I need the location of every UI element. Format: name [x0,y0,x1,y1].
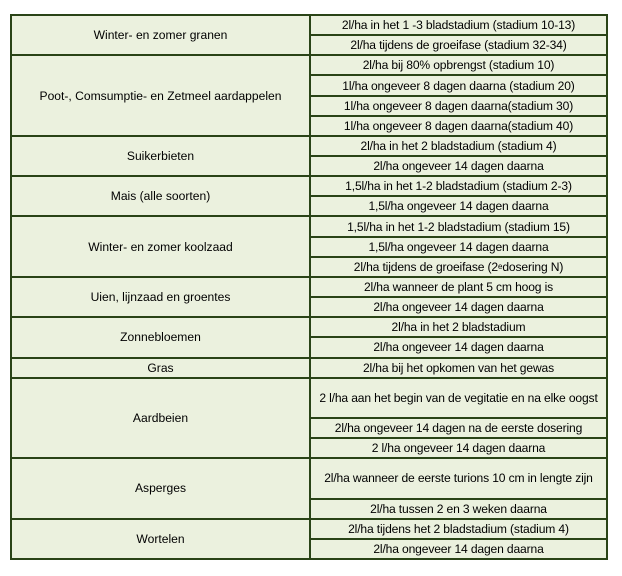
crop-cell-uien: Uien, lijnzaad en groentes [12,278,309,316]
treatment-cell: 2l/ha ongeveer 14 dagen daarna [311,298,606,316]
crop-cell-gras: Gras [12,359,309,377]
crop-cell-wortelen: Wortelen [12,520,309,558]
treatment-cell: 2l/ha ongeveer 14 dagen daarna [311,157,606,175]
dosage-table [10,14,608,560]
treatment-cell: 2l/ha wanneer de plant 5 cm hoog is [311,278,606,296]
treatment-cell: 2l/ha ongeveer 14 dagen daarna [311,338,606,356]
treatment-cell: 2l/ha tijdens de groeifase (2 e dosering N) [311,258,606,276]
treatment-cell: 2l/ha bij 80% opbrengst (stadium 10) [311,56,606,74]
treatment-text: dosering N) [502,259,564,274]
crop-cell-mais: Mais (alle soorten) [12,177,309,215]
treatment-cell: 2l/ha tijdens de groeifase (stadium 32-34) [311,36,606,54]
treatment-cell: 1l/ha ongeveer 8 dagen daarna(stadium 30) [311,97,606,115]
treatment-cell: 2l/ha in het 2 bladstadium [311,318,606,336]
crop-cell-granen: Winter- en zomer granen [12,16,309,54]
treatment-cell: 2l/ha in het 2 bladstadium (stadium 4) [311,137,606,155]
treatment-cell: 2l/ha tijdens het 2 bladstadium (stadium 4) [311,520,606,538]
treatment-cell: 2 l/ha ongeveer 14 dagen daarna [311,439,606,457]
treatment-cell: 1,5l/ha ongeveer 14 dagen daarna [311,197,606,215]
treatment-cell: 2l/ha tussen 2 en 3 weken daarna [311,500,606,518]
treatment-cell: 2l/ha ongeveer 14 dagen daarna [311,540,606,558]
treatment-text: 2l/ha tijdens de groeifase (2 [353,259,499,274]
crop-cell-aardbeien: Aardbeien [12,379,309,458]
treatment-cell: 2l/ha in het 1 -3 bladstadium (stadium 10-13) [311,16,606,34]
treatment-cell: 2 l/ha aan het begin van de vegitatie en na elke oogst [311,379,606,417]
crop-cell-koolzaad: Winter- en zomer koolzaad [12,217,309,275]
treatment-cell: 2l/ha ongeveer 14 dagen na de eerste dosering [311,419,606,437]
treatment-cell: 2l/ha bij het opkomen van het gewas [311,359,606,377]
treatment-cell: 1l/ha ongeveer 8 dagen daarna (stadium 20) [311,76,606,94]
crop-cell-zonnebloemen: Zonnebloemen [12,318,309,356]
crop-cell-asperges: Asperges [12,459,309,517]
treatment-cell: 1l/ha ongeveer 8 dagen daarna(stadium 40) [311,117,606,135]
treatment-cell: 1,5l/ha in het 1-2 bladstadium (stadium 2-3) [311,177,606,195]
crop-cell-aardappelen: Poot-, Comsumptie- en Zetmeel aardappelen [12,56,309,135]
treatment-cell: 1,5l/ha ongeveer 14 dagen daarna [311,238,606,256]
crop-cell-suikerbieten: Suikerbieten [12,137,309,175]
treatment-cell: 1,5l/ha in het 1-2 bladstadium (stadium 15) [311,217,606,235]
treatment-cell: 2l/ha wanneer de eerste turions 10 cm in lengte zijn [311,459,606,497]
